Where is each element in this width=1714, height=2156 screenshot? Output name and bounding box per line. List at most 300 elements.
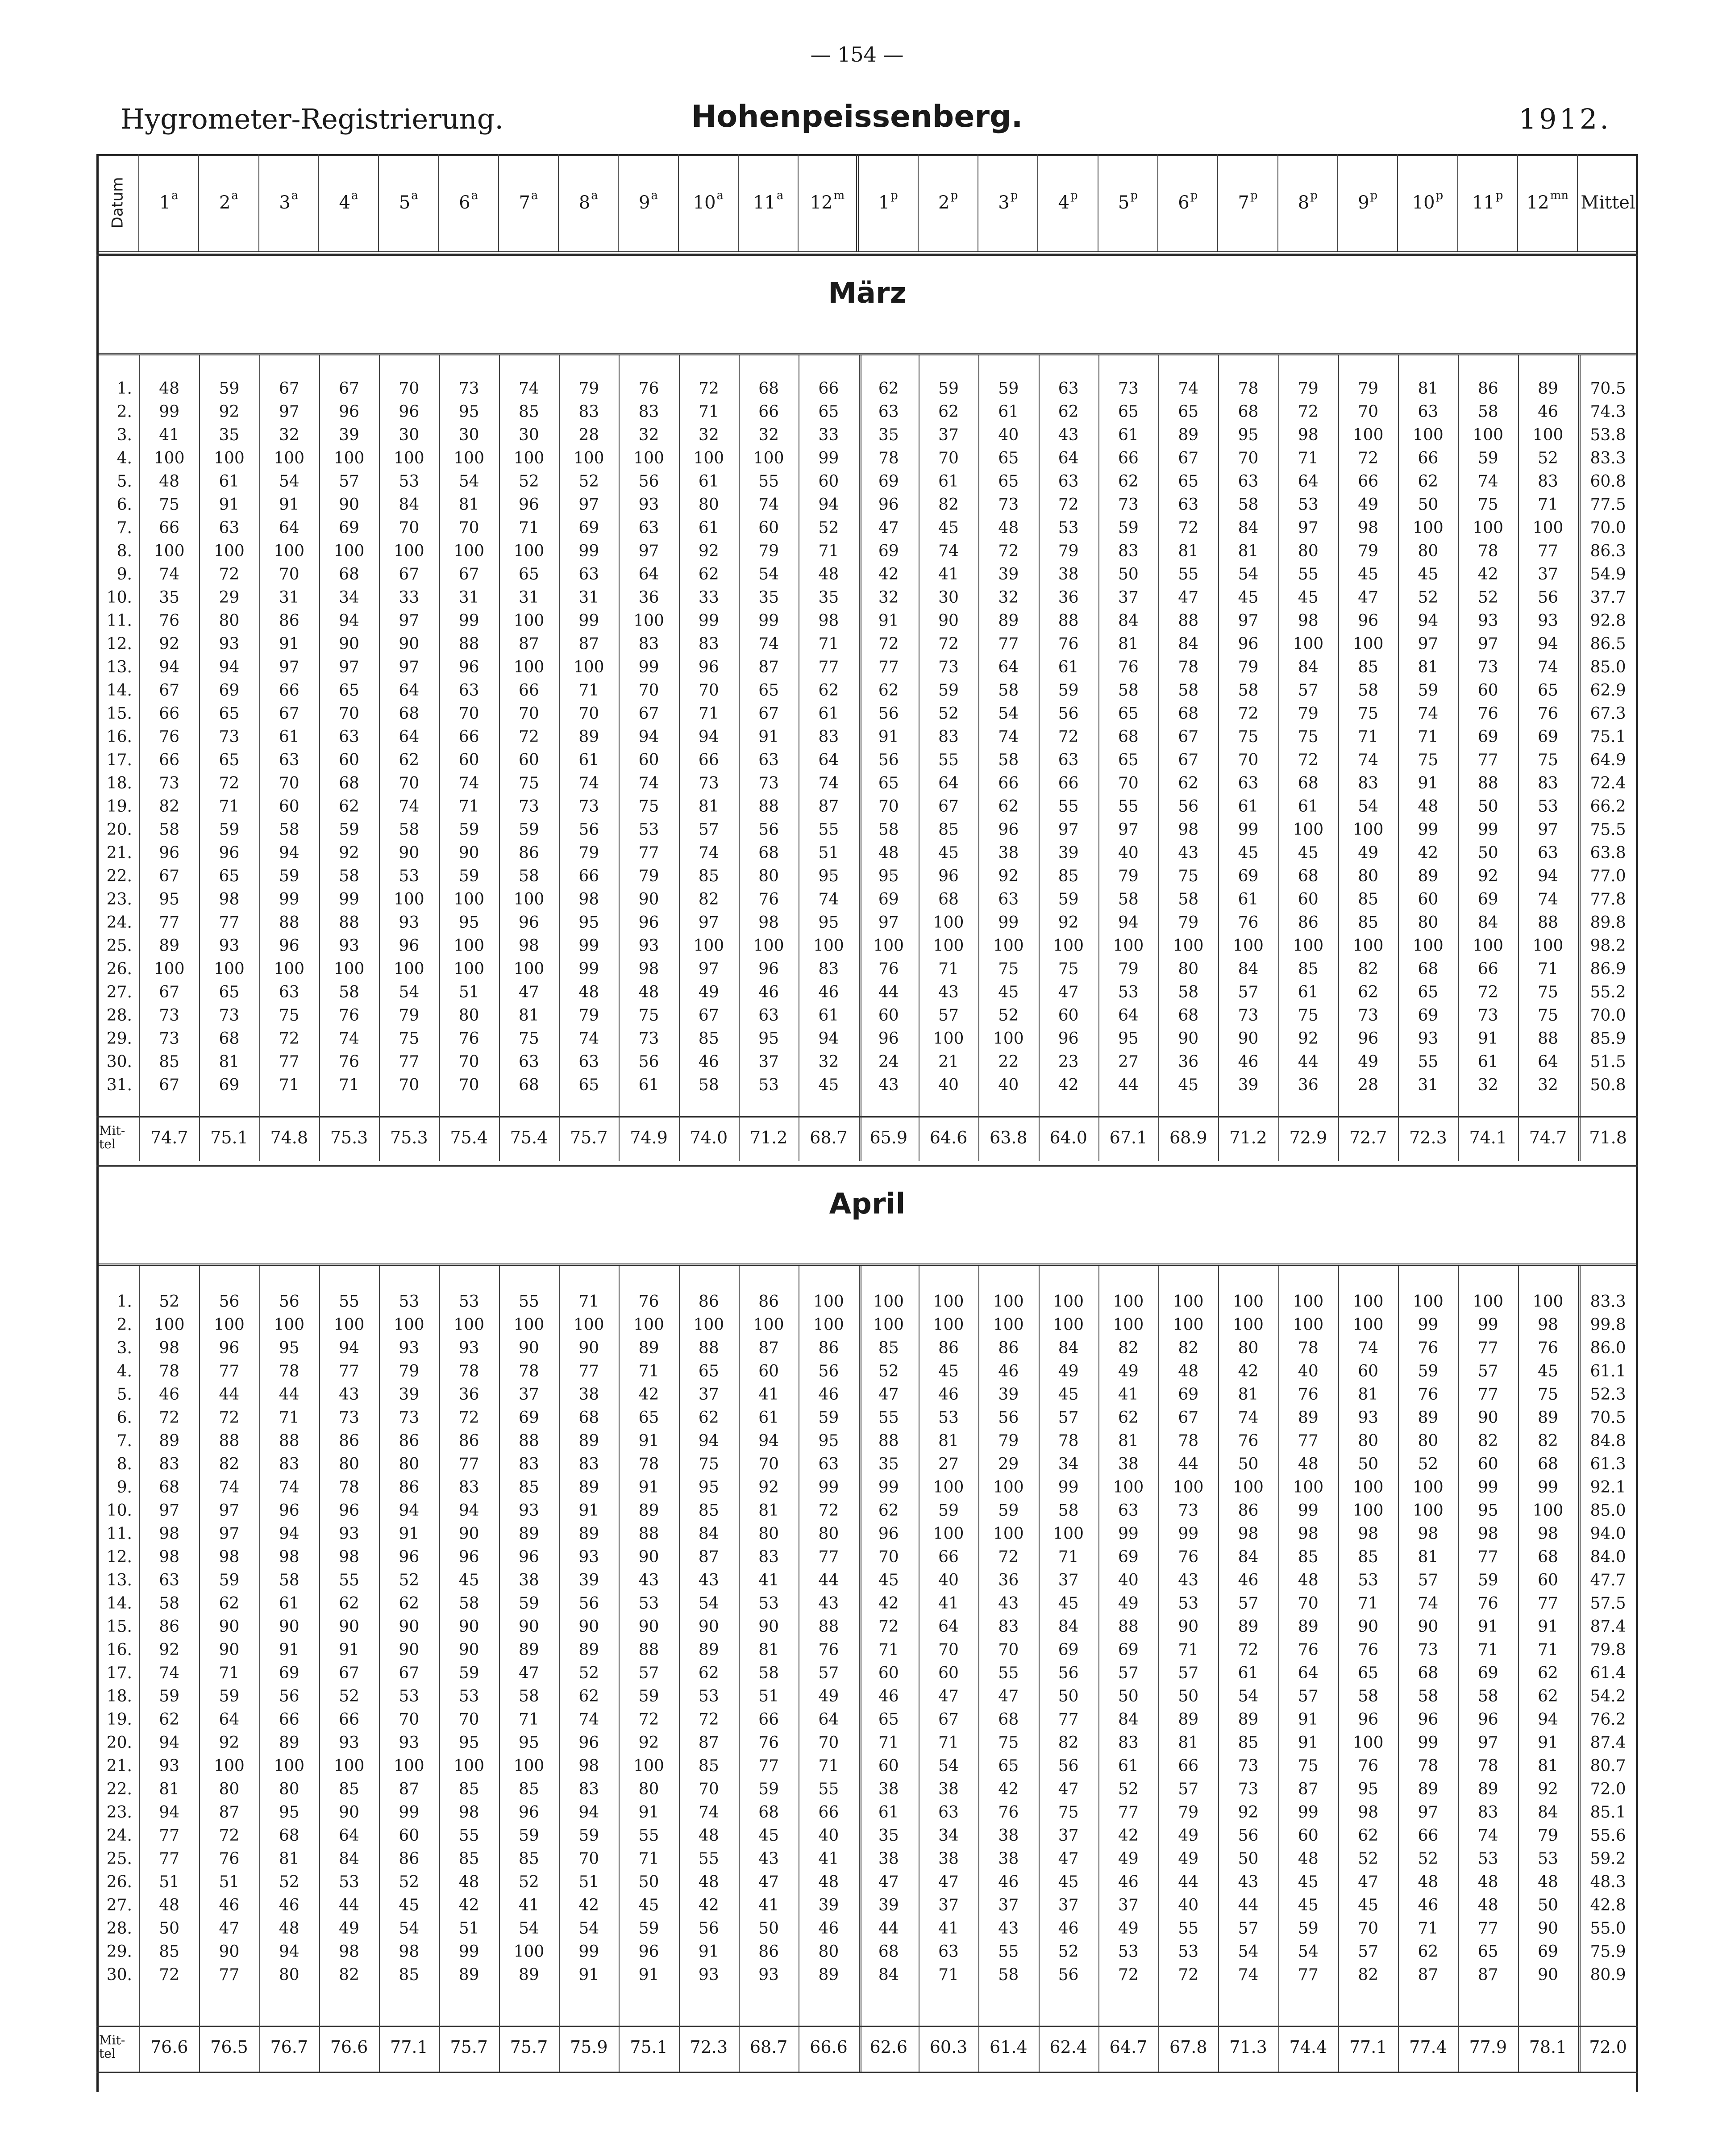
- humidity-value: 39: [998, 565, 1019, 584]
- humidity-value: 92: [1538, 1780, 1558, 1798]
- humidity-value: 65: [638, 1409, 659, 1427]
- humidity-value: 56: [279, 1293, 300, 1311]
- humidity-value: 90: [578, 1618, 599, 1636]
- row-day-label: 19.: [106, 1710, 132, 1729]
- humidity-value: 40: [1118, 844, 1139, 862]
- humidity-value: 100: [1352, 821, 1384, 839]
- humidity-value: 100: [873, 937, 904, 955]
- humidity-value: 48: [1477, 1873, 1498, 1891]
- hourly-mean-value: 68.7: [749, 2037, 788, 2057]
- humidity-value: 22: [998, 1053, 1019, 1071]
- humidity-value: 60: [1477, 681, 1498, 700]
- humidity-value: 68: [1118, 728, 1139, 746]
- hour-column-rule: [199, 1266, 200, 2072]
- humidity-value: 59: [519, 821, 539, 839]
- humidity-value: 100: [214, 1757, 245, 1775]
- humidity-value: 68: [578, 1409, 599, 1427]
- daily-mean-value: 86.3: [1590, 542, 1626, 560]
- humidity-value: 59: [1118, 519, 1139, 537]
- humidity-value: 90: [638, 1618, 659, 1636]
- column-header-hour: [1338, 154, 1398, 251]
- humidity-value: 65: [698, 1362, 719, 1380]
- mean-column-rule: [1578, 355, 1581, 1161]
- hourly-mean-value: 74.4: [1289, 2037, 1327, 2057]
- daily-mean-value: 47.7: [1590, 1571, 1626, 1589]
- humidity-value: 73: [938, 658, 959, 676]
- daily-mean-value: 62.9: [1590, 681, 1626, 700]
- humidity-value: 63: [818, 1455, 839, 1473]
- humidity-value: 77: [219, 913, 240, 932]
- humidity-value: 69: [1538, 728, 1558, 746]
- row-day-label: 7.: [116, 1432, 132, 1450]
- humidity-value: 71: [878, 1641, 899, 1659]
- humidity-value: 72: [1298, 751, 1319, 769]
- hour-column-rule: [379, 355, 380, 1161]
- humidity-value: 77: [1538, 1594, 1558, 1613]
- humidity-value: 94: [698, 728, 719, 746]
- humidity-value: 35: [878, 1455, 899, 1473]
- humidity-value: 56: [1058, 705, 1079, 723]
- humidity-value: 71: [1418, 1919, 1439, 1938]
- humidity-value: 35: [818, 588, 839, 607]
- humidity-value: 48: [878, 844, 899, 862]
- column-header-hour: [1518, 154, 1578, 251]
- humidity-value: 98: [458, 1803, 479, 1822]
- hour-column-rule: [259, 355, 260, 1161]
- humidity-value: 63: [1238, 472, 1259, 491]
- daily-mean-value: 86.5: [1590, 635, 1626, 653]
- humidity-value: 77: [1477, 1339, 1498, 1357]
- humidity-value: 57: [1477, 1362, 1498, 1380]
- humidity-value: 80: [1298, 542, 1319, 560]
- humidity-value: 56: [1058, 1757, 1079, 1775]
- humidity-value: 87: [758, 658, 779, 676]
- humidity-value: 100: [513, 890, 545, 909]
- humidity-value: 36: [1058, 588, 1079, 607]
- humidity-value: 64: [1298, 472, 1319, 491]
- humidity-value: 82: [938, 496, 959, 514]
- month-header-rule: [96, 353, 1638, 355]
- humidity-value: 89: [1538, 1409, 1558, 1427]
- humidity-value: 72: [1058, 496, 1079, 514]
- humidity-value: 47: [1058, 1780, 1079, 1798]
- row-day-label: 27.: [106, 1896, 132, 1914]
- humidity-value: 100: [693, 937, 724, 955]
- humidity-value: 98: [159, 1525, 180, 1543]
- humidity-value: 51: [458, 1919, 479, 1938]
- hour-number: 10: [693, 192, 716, 213]
- humidity-value: 73: [458, 379, 479, 398]
- humidity-value: 32: [1477, 1076, 1498, 1094]
- humidity-value: 70: [998, 1641, 1019, 1659]
- humidity-value: 84: [1238, 519, 1259, 537]
- humidity-value: 40: [998, 426, 1019, 444]
- humidity-value: 42: [458, 1896, 479, 1914]
- humidity-value: 55: [339, 1293, 359, 1311]
- humidity-value: 55: [998, 1664, 1019, 1682]
- humidity-value: 98: [1477, 1525, 1498, 1543]
- hour-column-rule: [199, 355, 200, 1161]
- humidity-value: 80: [1418, 913, 1439, 932]
- humidity-value: 100: [513, 1316, 545, 1334]
- humidity-value: 61: [638, 1076, 659, 1094]
- row-day-label: 7.: [116, 519, 132, 537]
- humidity-value: 47: [938, 1873, 959, 1891]
- humidity-value: 37: [1058, 1571, 1079, 1589]
- humidity-value: 42: [1058, 1076, 1079, 1094]
- humidity-value: 65: [818, 403, 839, 421]
- humidity-value: 67: [279, 379, 300, 398]
- humidity-value: 76: [818, 1641, 839, 1659]
- humidity-value: 58: [279, 1571, 300, 1589]
- humidity-value: 100: [453, 1316, 484, 1334]
- humidity-value: 100: [933, 1478, 964, 1497]
- humidity-value: 52: [1058, 1943, 1079, 1961]
- humidity-value: 96: [1238, 635, 1259, 653]
- daily-mean-value: 75.9: [1590, 1943, 1626, 1961]
- humidity-value: 100: [333, 960, 365, 978]
- humidity-value: 69: [878, 890, 899, 909]
- humidity-value: 65: [1118, 751, 1139, 769]
- humidity-value: 96: [339, 1501, 359, 1520]
- humidity-value: 48: [1418, 1873, 1439, 1891]
- humidity-value: 53: [1538, 1850, 1558, 1868]
- humidity-value: 72: [219, 565, 240, 584]
- humidity-value: 83: [519, 1455, 539, 1473]
- daily-mean-value: 70.0: [1590, 519, 1626, 537]
- humidity-value: 71: [219, 797, 240, 816]
- humidity-value: 98: [1298, 426, 1319, 444]
- humidity-value: 76: [219, 1850, 240, 1868]
- hourly-mean-value: 67.8: [1169, 2037, 1207, 2057]
- hour-number: 8: [1298, 192, 1310, 213]
- humidity-value: 84: [1238, 1548, 1259, 1566]
- row-day-label: 3.: [116, 1339, 132, 1357]
- humidity-value: 83: [638, 635, 659, 653]
- humidity-value: 90: [938, 612, 959, 630]
- humidity-value: 88: [458, 635, 479, 653]
- month-separator: [96, 1165, 1638, 1167]
- humidity-value: 86: [159, 1618, 180, 1636]
- humidity-value: 45: [399, 1896, 420, 1914]
- humidity-value: 84: [1238, 960, 1259, 978]
- humidity-value: 83: [1118, 542, 1139, 560]
- daily-mean-value: 98.2: [1590, 937, 1626, 955]
- humidity-value: 50: [758, 1919, 779, 1938]
- humidity-value: 53: [1118, 983, 1139, 1001]
- humidity-value: 100: [753, 1316, 784, 1334]
- humidity-value: 76: [758, 1734, 779, 1752]
- humidity-value: 47: [519, 983, 539, 1001]
- humidity-value: 41: [159, 426, 180, 444]
- humidity-value: 65: [998, 449, 1019, 467]
- daily-mean-value: 70.5: [1590, 1409, 1626, 1427]
- humidity-value: 90: [458, 844, 479, 862]
- humidity-value: 42: [578, 1896, 599, 1914]
- humidity-value: 70: [878, 797, 899, 816]
- humidity-value: 70: [878, 1548, 899, 1566]
- humidity-value: 82: [1538, 1432, 1558, 1450]
- hour-suffix: p: [1190, 189, 1198, 202]
- humidity-value: 76: [878, 960, 899, 978]
- humidity-value: 81: [1118, 635, 1139, 653]
- humidity-value: 75: [1538, 1385, 1558, 1404]
- humidity-value: 86: [1477, 379, 1498, 398]
- header-title-left: Hygrometer-Registrierung.: [121, 103, 504, 135]
- humidity-value: 84: [1058, 1339, 1079, 1357]
- row-day-label: 24.: [106, 913, 132, 932]
- humidity-value: 38: [1118, 1455, 1139, 1473]
- hour-column-rule: [739, 1266, 740, 2072]
- humidity-value: 48: [818, 1873, 839, 1891]
- humidity-value: 58: [998, 681, 1019, 700]
- humidity-value: 90: [1538, 1966, 1558, 1984]
- humidity-value: 43: [758, 1850, 779, 1868]
- humidity-value: 89: [159, 1432, 180, 1450]
- humidity-value: 90: [1538, 1919, 1558, 1938]
- humidity-value: 59: [578, 1827, 599, 1845]
- humidity-value: 100: [1233, 937, 1264, 955]
- column-header-hour: [799, 154, 858, 251]
- humidity-value: 75: [1538, 751, 1558, 769]
- humidity-value: 56: [578, 1594, 599, 1613]
- humidity-value: 64: [638, 565, 659, 584]
- humidity-value: 50: [1358, 1455, 1379, 1473]
- humidity-value: 74: [698, 844, 719, 862]
- humidity-value: 88: [279, 913, 300, 932]
- humidity-value: 70: [458, 705, 479, 723]
- humidity-value: 50: [1418, 496, 1439, 514]
- humidity-value: 38: [519, 1571, 539, 1589]
- humidity-value: 75: [1358, 705, 1379, 723]
- humidity-value: 53: [399, 1687, 420, 1706]
- humidity-value: 98: [1298, 1525, 1319, 1543]
- humidity-value: 100: [274, 449, 305, 467]
- humidity-value: 66: [279, 681, 300, 700]
- humidity-value: 44: [1178, 1873, 1199, 1891]
- hour-suffix: a: [776, 189, 784, 202]
- humidity-value: 63: [458, 681, 479, 700]
- humidity-value: 83: [818, 728, 839, 746]
- humidity-value: 65: [878, 1710, 899, 1729]
- hour-number: 5: [1118, 192, 1130, 213]
- humidity-value: 62: [1178, 774, 1199, 792]
- humidity-value: 55: [1118, 797, 1139, 816]
- humidity-value: 58: [698, 1076, 719, 1094]
- humidity-value: 90: [279, 1618, 300, 1636]
- humidity-value: 86: [458, 1432, 479, 1450]
- humidity-value: 50: [1238, 1850, 1259, 1868]
- humidity-value: 75: [399, 1030, 420, 1048]
- humidity-value: 88: [818, 1618, 839, 1636]
- humidity-value: 32: [638, 426, 659, 444]
- humidity-value: 73: [219, 728, 240, 746]
- humidity-value: 69: [1477, 1664, 1498, 1682]
- humidity-value: 60: [1538, 1571, 1558, 1589]
- row-day-label: 5.: [116, 472, 132, 491]
- humidity-value: 76: [1477, 1594, 1498, 1613]
- humidity-value: 72: [1058, 728, 1079, 746]
- humidity-value: 44: [339, 1896, 359, 1914]
- humidity-value: 100: [1352, 1501, 1384, 1520]
- humidity-value: 50: [1118, 565, 1139, 584]
- humidity-value: 85: [1298, 960, 1319, 978]
- humidity-value: 97: [698, 960, 719, 978]
- humidity-value: 91: [1538, 1618, 1558, 1636]
- humidity-value: 94: [638, 728, 659, 746]
- humidity-value: 62: [1058, 403, 1079, 421]
- humidity-value: 93: [758, 1966, 779, 1984]
- row-day-label: 20.: [106, 1734, 132, 1752]
- humidity-value: 35: [878, 1827, 899, 1845]
- row-day-label: 8.: [116, 1455, 132, 1473]
- humidity-value: 61: [878, 1803, 899, 1822]
- humidity-value: 73: [1238, 1780, 1259, 1798]
- humidity-value: 65: [998, 1757, 1019, 1775]
- hour-number: 1: [878, 192, 890, 213]
- humidity-value: 94: [1118, 913, 1139, 932]
- humidity-value: 69: [878, 542, 899, 560]
- row-day-label: 20.: [106, 821, 132, 839]
- humidity-value: 74: [578, 1710, 599, 1729]
- humidity-value: 50: [1178, 1687, 1199, 1706]
- mittel-row-label: Mit- tel: [99, 2033, 125, 2061]
- hour-column-rule: [379, 1266, 380, 2072]
- humidity-value: 88: [638, 1641, 659, 1659]
- humidity-value: 91: [279, 635, 300, 653]
- hour-column-rule: [978, 1266, 979, 2072]
- humidity-value: 85: [458, 1780, 479, 1798]
- humidity-value: 46: [878, 1687, 899, 1706]
- humidity-value: 54: [399, 1919, 420, 1938]
- humidity-value: 43: [998, 1919, 1019, 1938]
- humidity-value: 76: [1298, 1641, 1319, 1659]
- humidity-value: 99: [1477, 821, 1498, 839]
- humidity-value: 43: [878, 1076, 899, 1094]
- daily-mean-value: 86.0: [1590, 1339, 1626, 1357]
- humidity-value: 74: [638, 774, 659, 792]
- humidity-value: 85: [698, 867, 719, 885]
- humidity-value: 70: [279, 774, 300, 792]
- humidity-value: 89: [578, 1432, 599, 1450]
- humidity-value: 56: [1238, 1827, 1259, 1845]
- humidity-value: 70: [458, 1053, 479, 1071]
- humidity-value: 78: [1058, 1432, 1079, 1450]
- humidity-value: 67: [938, 1710, 959, 1729]
- humidity-value: 46: [1238, 1053, 1259, 1071]
- humidity-value: 50: [1058, 1687, 1079, 1706]
- humidity-value: 58: [758, 1664, 779, 1682]
- humidity-value: 76: [1238, 913, 1259, 932]
- humidity-value: 65: [219, 867, 240, 885]
- humidity-value: 71: [279, 1409, 300, 1427]
- humidity-value: 75: [1298, 1757, 1319, 1775]
- humidity-value: 71: [1178, 1641, 1199, 1659]
- humidity-value: 45: [458, 1571, 479, 1589]
- humidity-value: 93: [1538, 612, 1558, 630]
- humidity-value: 69: [339, 519, 359, 537]
- humidity-value: 85: [1298, 1548, 1319, 1566]
- humidity-value: 78: [279, 1362, 300, 1380]
- humidity-value: 100: [513, 1943, 545, 1961]
- humidity-value: 97: [1538, 821, 1558, 839]
- humidity-value: 96: [519, 1548, 539, 1566]
- humidity-value: 80: [1238, 1339, 1259, 1357]
- humidity-value: 75: [638, 1006, 659, 1025]
- humidity-value: 46: [1058, 1919, 1079, 1938]
- humidity-value: 70: [399, 379, 420, 398]
- humidity-value: 95: [1477, 1501, 1498, 1520]
- humidity-value: 75: [279, 1006, 300, 1025]
- humidity-value: 87: [219, 1803, 240, 1822]
- humidity-value: 99: [998, 913, 1019, 932]
- humidity-value: 97: [159, 1501, 180, 1520]
- humidity-value: 37: [1118, 1896, 1139, 1914]
- humidity-value: 100: [333, 1316, 365, 1334]
- humidity-value: 93: [1358, 1409, 1379, 1427]
- humidity-value: 75: [159, 496, 180, 514]
- humidity-value: 64: [938, 774, 959, 792]
- humidity-value: 81: [698, 797, 719, 816]
- humidity-value: 63: [1058, 472, 1079, 491]
- humidity-value: 89: [638, 1339, 659, 1357]
- humidity-value: 93: [339, 937, 359, 955]
- humidity-value: 56: [578, 821, 599, 839]
- humidity-value: 59: [1058, 890, 1079, 909]
- humidity-value: 73: [159, 1030, 180, 1048]
- hourly-mean-value: 61.4: [990, 2037, 1028, 2057]
- humidity-value: 68: [1538, 1548, 1558, 1566]
- humidity-value: 57: [1238, 983, 1259, 1001]
- humidity-value: 60: [399, 1827, 420, 1845]
- humidity-value: 90: [458, 1618, 479, 1636]
- humidity-value: 76: [998, 1803, 1019, 1822]
- humidity-value: 96: [1418, 1710, 1439, 1729]
- month-title-april: April: [829, 1188, 906, 1221]
- daily-mean-value: 75.5: [1590, 821, 1626, 839]
- humidity-value: 50: [1477, 797, 1498, 816]
- row-day-label: 13.: [106, 658, 132, 676]
- humidity-value: 63: [578, 565, 599, 584]
- humidity-value: 96: [399, 1548, 420, 1566]
- daily-mean-value: 70.5: [1590, 379, 1626, 398]
- humidity-value: 47: [878, 519, 899, 537]
- humidity-value: 90: [1178, 1030, 1199, 1048]
- humidity-value: 50: [159, 1919, 180, 1938]
- daily-mean-value: 87.4: [1590, 1618, 1626, 1636]
- humidity-value: 91: [638, 1432, 659, 1450]
- humidity-value: 72: [279, 1030, 300, 1048]
- humidity-value: 100: [993, 1316, 1024, 1334]
- humidity-value: 98: [1178, 821, 1199, 839]
- hourly-mean-value: 64.6: [929, 1128, 968, 1147]
- humidity-value: 45: [1178, 1076, 1199, 1094]
- humidity-value: 40: [998, 1076, 1019, 1094]
- row-day-label: 25.: [106, 937, 132, 955]
- row-day-label: 26.: [106, 960, 132, 978]
- humidity-value: 88: [1538, 913, 1558, 932]
- humidity-value: 77: [339, 1362, 359, 1380]
- humidity-value: 100: [1413, 937, 1444, 955]
- humidity-value: 85: [938, 821, 959, 839]
- humidity-value: 68: [1418, 1664, 1439, 1682]
- humidity-value: 100: [1113, 1478, 1144, 1497]
- humidity-value: 100: [1352, 426, 1384, 444]
- daily-mean-value: 59.2: [1590, 1850, 1626, 1868]
- humidity-value: 96: [279, 1501, 300, 1520]
- humidity-value: 49: [1178, 1827, 1199, 1845]
- humidity-value: 76: [1538, 1339, 1558, 1357]
